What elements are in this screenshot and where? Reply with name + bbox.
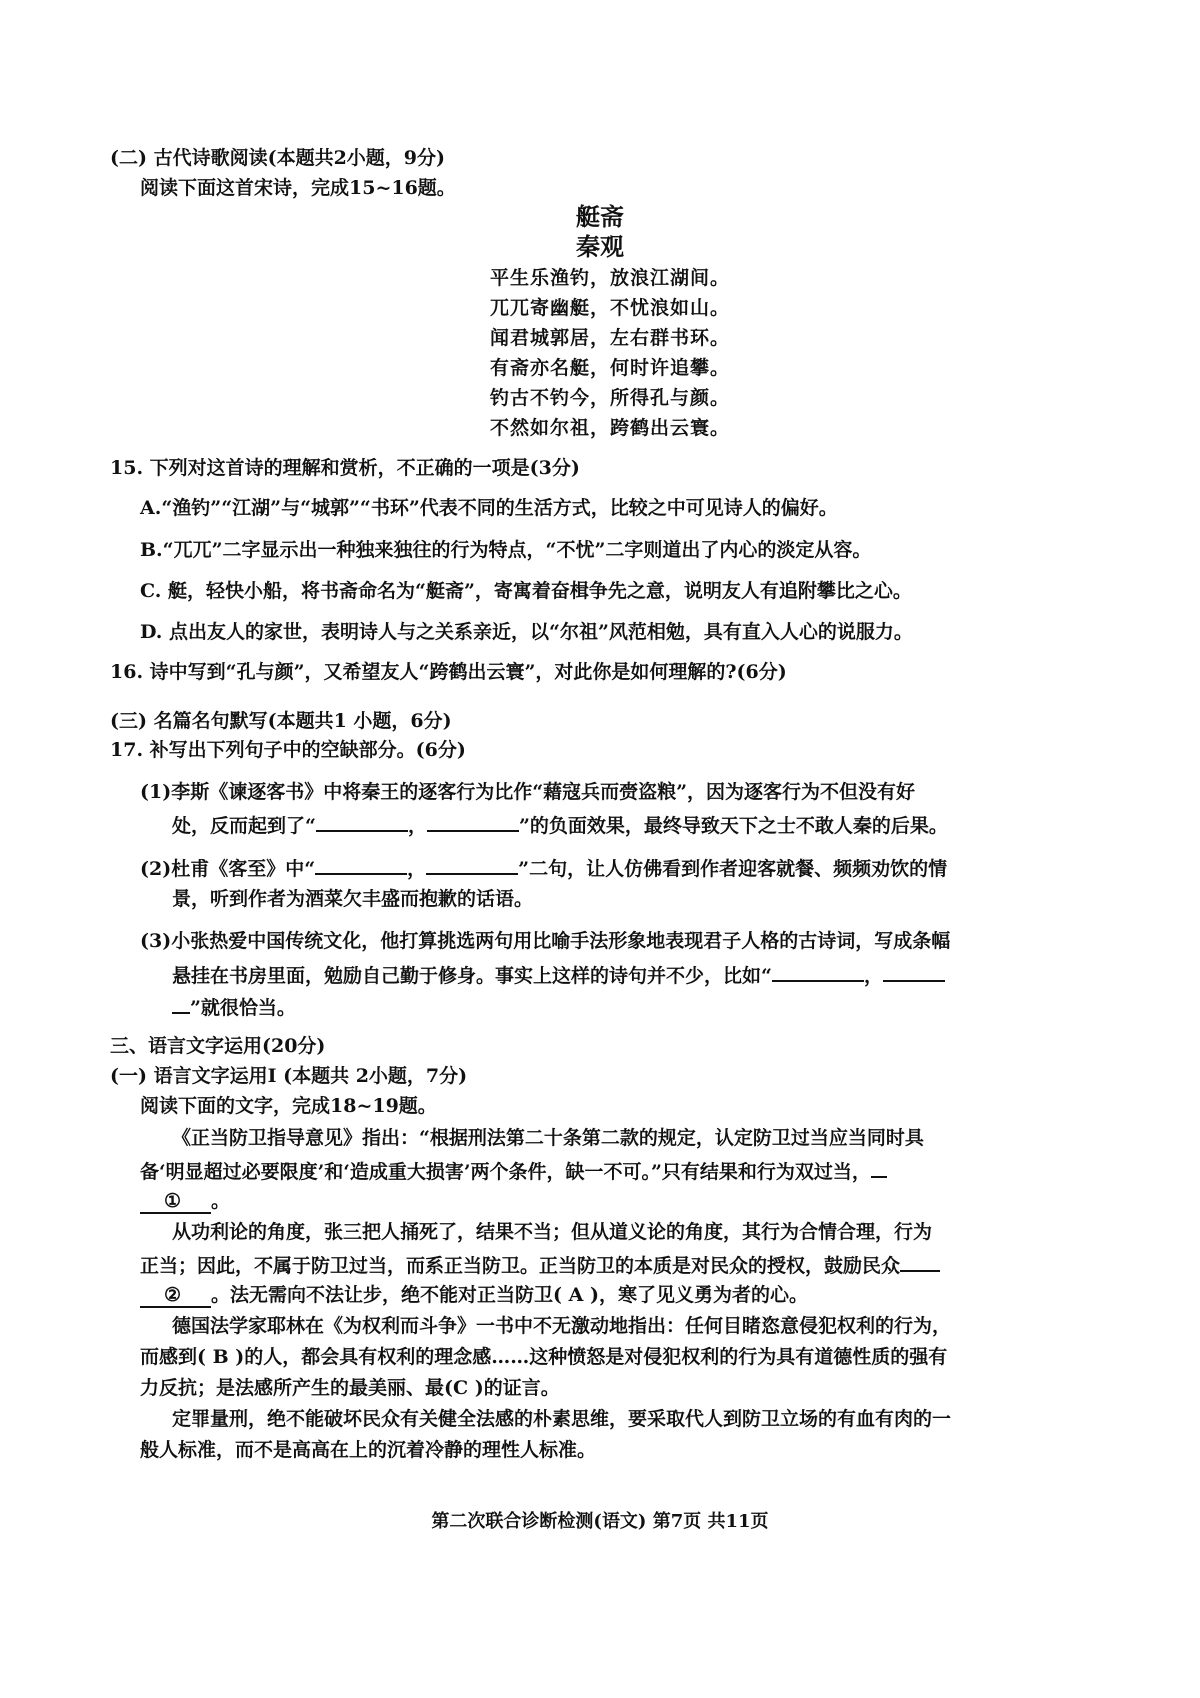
q17-item-1-text: ”的负面效果，最终导致天下之士不敢人秦的后果。	[518, 815, 948, 837]
question-17-stem: 17. 补写出下列句子中的空缺部分。(6分)	[110, 739, 466, 761]
passage-p3-line-1: 德国法学家耶林在《为权利而斗争》一书中不无激动地指出：任何目睹恣意侵犯权利的行为，	[172, 1315, 952, 1337]
answer-blank[interactable]	[772, 962, 864, 982]
passage-p1-line-1: 《正当防卫指导意见》指出：“根据刑法第二十条第二款的规定，认定防卫过当应当同时具	[172, 1127, 924, 1149]
blank-separator: ，	[863, 965, 883, 987]
question-15-stem: 15. 下列对这首诗的理解和赏析，不正确的一项是(3分)	[110, 457, 580, 479]
q15-option-c: C. 艇，轻快小船，将书斋命名为“艇斋”，寄寓着奋楫争先之意，说明友人有追附攀比之心。	[140, 580, 912, 602]
passage-p2-line-3	[140, 1283, 808, 1308]
q15-option-a: A.“渔钓”“江湖”与“城郭”“书环”代表不同的生活方式，比较之中可见诗人的偏好。	[140, 497, 838, 519]
sub-heading-language-use-1: (一) 语言文字运用Ⅰ (本题共 2小题，7分)	[110, 1065, 468, 1087]
passage-p4-line-1: 定罪量刑，绝不能破坏民众有关健全法感的朴素思维，要采取代人到防卫立场的有血有肉的一	[172, 1408, 952, 1430]
passage-text: 正当；因此，不属于防卫过当，而系正当防卫。正当防卫的本质是对民众的授权，鼓励民众	[140, 1255, 901, 1277]
passage-p1-line-3	[140, 1189, 230, 1214]
q17-item-3-text: ”就很恰当。	[190, 997, 296, 1019]
poetry-intro: 阅读下面这首宋诗，完成15~16题。	[140, 177, 456, 199]
q17-item-1-line-1: (1)李斯《谏逐客书》中将秦王的逐客行为比作“藉寇兵而赍盗粮”，因为逐客行为不但没有好	[140, 781, 916, 803]
answer-blank-1[interactable]: ①	[140, 1190, 211, 1214]
q17-item-1-line-2	[172, 812, 948, 838]
q17-item-3-text: 悬挂在书房里面，勉励自己勤于修身。事实上这样的诗句并不少，比如“	[172, 965, 772, 987]
poem-line: 平生乐渔钓，放浪江湖间。	[490, 267, 731, 289]
answer-blank[interactable]	[315, 855, 407, 875]
page-footer: 第二次联合诊断检测(语文) 第7页 共11页	[431, 1511, 769, 1532]
poem-line: 钓古不钓今，所得孔与颜。	[490, 387, 731, 409]
section-heading-poetry: (二) 古代诗歌阅读(本题共2小题，9分)	[110, 147, 446, 169]
passage-p3-line-2: 而感到( B )的人，都会具有权利的理念感……这种愤怒是对侵犯权利的行为具有道德性质的强有	[140, 1346, 948, 1368]
answer-blank[interactable]	[426, 855, 518, 875]
poem-line: 兀兀寄幽艇，不忧浪如山。	[490, 297, 731, 319]
answer-blank[interactable]	[316, 812, 408, 832]
poem-line: 闻君城郭居，左右群书环。	[490, 327, 731, 349]
passage-p1-line-2	[140, 1158, 887, 1184]
answer-blank[interactable]	[427, 812, 519, 832]
reading-intro: 阅读下面的文字，完成18~19题。	[140, 1095, 437, 1117]
blank-separator: ，	[407, 815, 427, 837]
answer-blank-2[interactable]: ②	[140, 1284, 211, 1308]
passage-text: 。法无需向不法让步，绝不能对正当防卫( A )，寒了见义勇为者的心。	[211, 1284, 808, 1306]
answer-blank[interactable]	[871, 1158, 887, 1178]
part-heading-language-use: 三、语言文字运用(20分)	[110, 1035, 326, 1057]
q15-option-d: D. 点出友人的家世，表明诗人与之关系亲近，以“尔祖”风范相勉，具有直入人心的说服力。	[140, 621, 913, 643]
passage-p4-line-2: 般人标准，而不是高高在上的沉着冷静的理性人标准。	[140, 1439, 597, 1461]
q17-item-3-line-1: (3)小张热爱中国传统文化，他打算挑选两句用比喻手法形象地表现君子人格的古诗词，写成条幅	[140, 930, 951, 952]
q17-item-3-line-3	[172, 994, 296, 1020]
q17-item-1-text: 处，反而起到了“	[172, 815, 316, 837]
answer-blank[interactable]	[883, 962, 945, 982]
passage-p2-line-2	[140, 1252, 940, 1278]
answer-blank[interactable]	[900, 1252, 940, 1272]
poem-title: 艇斋	[576, 202, 624, 231]
poem-line: 不然如尔祖，跨鹤出云寰。	[490, 417, 731, 439]
passage-p2-line-1: 从功利论的角度，张三把人捅死了，结果不当；但从道义论的角度，其行为合情合理，行为	[172, 1221, 933, 1243]
poem-line: 有斋亦名艇，何时许追攀。	[490, 357, 731, 379]
passage-p3-line-3: 力反抗；是法感所产生的最美丽、最(C )的证言。	[140, 1377, 560, 1399]
section-heading-recitation: (三) 名篇名句默写(本题共1 小题，6分)	[110, 710, 452, 732]
poem-author: 秦观	[576, 232, 624, 261]
q17-item-2-text: (2)杜甫《客至》中“	[140, 858, 316, 880]
q17-item-2-line-2: 景，听到作者为酒菜欠丰盛而抱歉的话语。	[172, 888, 534, 910]
blank-separator: ，	[407, 858, 427, 880]
passage-text: 。	[211, 1190, 231, 1212]
passage-text: 备‘明显超过必要限度’和‘造成重大损害’两个条件，缺一不可。”只有结果和行为双过当，	[140, 1161, 871, 1183]
q17-item-3-line-2	[172, 962, 945, 988]
question-16-stem: 16. 诗中写到“孔与颜”，又希望友人“跨鹤出云寰”，对此你是如何理解的?(6分)	[110, 661, 787, 683]
q17-item-2-text: ”二句，让人仿佛看到作者迎客就餐、频频劝饮的情	[518, 858, 948, 880]
q17-item-2-line-1	[140, 855, 947, 881]
answer-blank[interactable]	[172, 994, 190, 1014]
q15-option-b: B.“兀兀”二字显示出一种独来独往的行为特点，“不忧”二字则道出了内心的淡定从容。	[140, 539, 872, 561]
